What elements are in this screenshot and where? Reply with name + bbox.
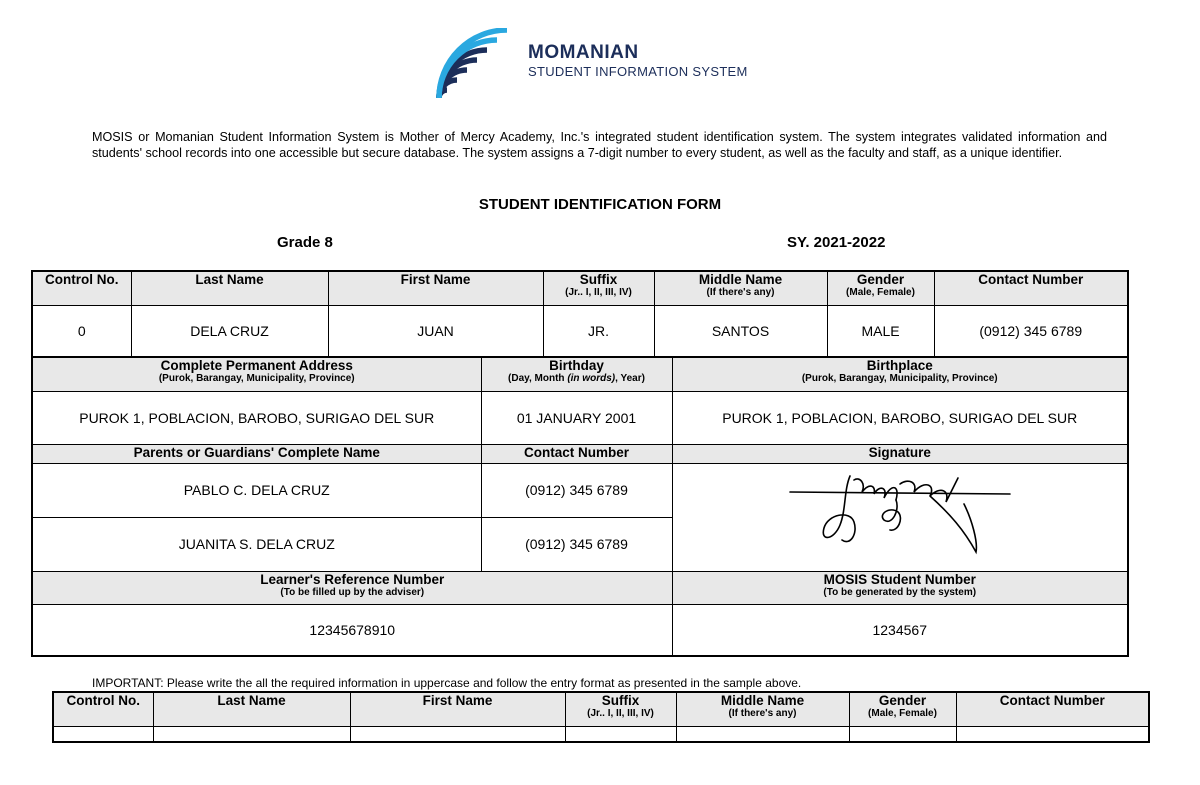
suffix-value: JR. (543, 305, 654, 357)
header-mosis-number: MOSIS Student Number (To be generated by the system) (672, 571, 1128, 604)
momanian-logo (435, 28, 765, 100)
entry-header-gender: Gender (Male, Female) (849, 692, 956, 726)
entry-table (52, 691, 1150, 743)
address-value: PUROK 1, POBLACION, BAROBO, SURIGAO DEL SUR (32, 391, 481, 444)
last-name-value: DELA CRUZ (131, 305, 328, 357)
parent-1-name: PABLO C. DELA CRUZ (32, 463, 481, 517)
name-table (31, 270, 1129, 358)
header-parents: Parents or Guardians' Complete Name (32, 444, 481, 463)
brand-subtitle: STUDENT INFORMATION SYSTEM (528, 64, 748, 79)
header-address: Complete Permanent Address (Purok, Barangay, Municipality, Province) (32, 357, 481, 391)
entry-last-name-field[interactable] (153, 726, 350, 742)
birthday-value: 01 JANUARY 2001 (481, 391, 672, 444)
header-gender: Gender (Male, Female) (827, 271, 934, 305)
entry-header-suffix: Suffix (Jr.. I, II, III, IV) (565, 692, 676, 726)
header-middle-name: Middle Name (If there's any) (654, 271, 827, 305)
gender-value: MALE (827, 305, 934, 357)
signature-image (780, 470, 1020, 560)
form-title: STUDENT IDENTIFICATION FORM (478, 196, 722, 213)
middle-name-value: SANTOS (654, 305, 827, 357)
first-name-value: JUAN (328, 305, 543, 357)
entry-contact-number-field[interactable] (956, 726, 1149, 742)
lrn-value: 12345678910 (32, 604, 672, 656)
contact-number-value: (0912) 345 6789 (934, 305, 1128, 357)
header-last-name: Last Name (131, 271, 328, 305)
entry-header-first-name: First Name (350, 692, 565, 726)
header-birthday: Birthday (Day, Month (in words), Year) (481, 357, 672, 391)
logo-arcs-icon (435, 28, 525, 100)
entry-gender-field[interactable] (849, 726, 956, 742)
signature-cell (672, 463, 1128, 571)
mosis-number-value: 1234567 (672, 604, 1128, 656)
entry-control-no-field[interactable] (53, 726, 153, 742)
entry-header-contact-number: Contact Number (956, 692, 1149, 726)
details-table (31, 356, 1129, 657)
header-suffix: Suffix (Jr.. I, II, III, IV) (543, 271, 654, 305)
parent-2-name: JUANITA S. DELA CRUZ (32, 517, 481, 571)
school-year-label: SY. 2021-2022 (787, 234, 886, 251)
header-contact-number: Contact Number (934, 271, 1128, 305)
header-signature: Signature (672, 444, 1128, 463)
header-lrn: Learner's Reference Number (To be filled up by the adviser) (32, 571, 672, 604)
entry-first-name-field[interactable] (350, 726, 565, 742)
entry-middle-name-field[interactable] (676, 726, 849, 742)
important-note: IMPORTANT: Please write the all the required information in uppercase and follow the entry format as presented in the sample above. (92, 676, 802, 690)
brand-name: MOMANIAN (528, 42, 639, 63)
entry-suffix-field[interactable] (565, 726, 676, 742)
header-first-name: First Name (328, 271, 543, 305)
birthplace-value: PUROK 1, POBLACION, BAROBO, SURIGAO DEL SUR (672, 391, 1128, 444)
entry-header-control-no: Control No. (53, 692, 153, 726)
grade-label: Grade 8 (277, 234, 333, 251)
entry-header-middle-name: Middle Name (If there's any) (676, 692, 849, 726)
header-control-no: Control No. (32, 271, 131, 305)
intro-paragraph: MOSIS or Momanian Student Information System is Mother of Mercy Academy, Inc.'s integrated student identification system. The system integrates validated information and students' school records into one accessible but secure database. The system assigns a 7-digit number to every student, as well as the faculty and staff, as a unique identifier. (92, 130, 1107, 160)
entry-header-last-name: Last Name (153, 692, 350, 726)
parent-1-contact: (0912) 345 6789 (481, 463, 672, 517)
header-parents-contact: Contact Number (481, 444, 672, 463)
header-birthplace: Birthplace (Purok, Barangay, Municipality, Province) (672, 357, 1128, 391)
control-no-value: 0 (32, 305, 131, 357)
parent-2-contact: (0912) 345 6789 (481, 517, 672, 571)
